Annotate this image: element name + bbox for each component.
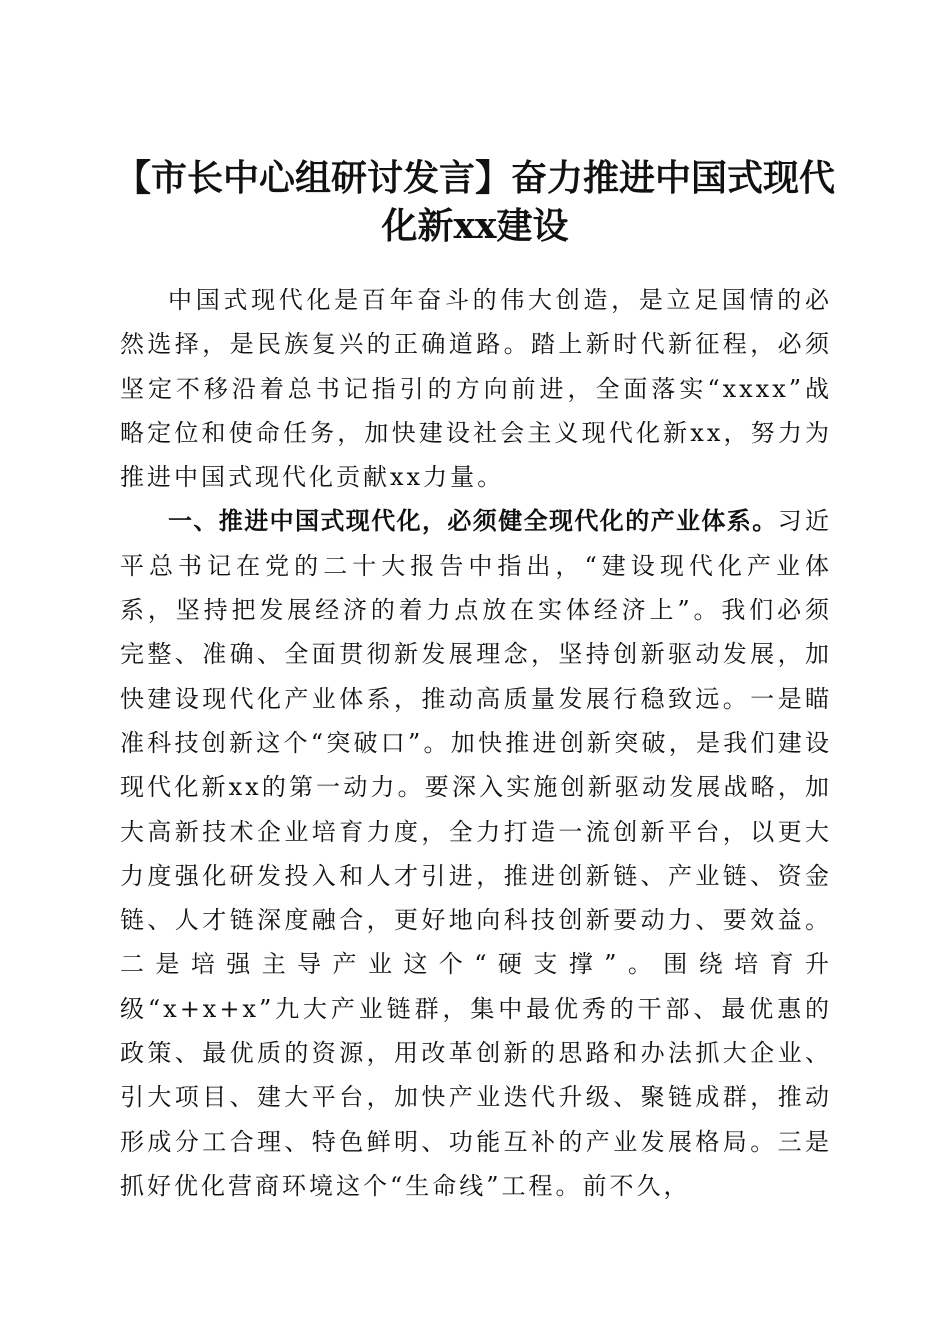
document-body <box>120 278 832 1208</box>
title-line-2: 化新xx建设 <box>381 205 569 248</box>
section-one-heading: 一、推进中国式现代化，必须健全现代化的产业体系。 <box>168 507 778 536</box>
section-one-text: 习近平总书记在党的二十大报告中指出，“建设现代化产业体系，坚持把发展经济的着力点放在实体经济上”。我们必须完整、准确、全面贯彻新发展理念，坚持创新驱动发展，加快建设现代化产业体系，推动高质量发展行稳致远。一是瞄准科技创新这个“突破口”。加快推进创新突破，是我们建设现代化新xx的第一动力。要深入实施创新驱动发展战略，加大高新技术企业培育力度，全力打造一流创新平台，以更大力度强化研发投入和人才引进，推进创新链、产业链、资金链、人才链深度融合，更好地向科技创新要动力、要效益。二是培强主导产业这个“硬支撑”。围绕培育升级“x+x+x”九大产业链群，集中最优秀的干部、最优惠的政策、最优质的资源，用改革创新的思路和办法抓大企业、引大项目、建大平台，加快产业迭代升级、聚链成群，推动形成分工合理、特色鲜明、功能互补的产业发展格局。三是抓好优化营商环境这个“生命线”工程。前不久， <box>120 507 833 1200</box>
intro-paragraph-text: 中国式现代化是百年奋斗的伟大创造，是立足国情的必然选择，是民族复兴的正确道路。踏上新时代新征程，必须坚定不移沿着总书记指引的方向前进，全面落实“xxxx”战略定位和使命任务，加快建设社会主义现代化新xx，努力为推进中国式现代化贡献xx力量。 <box>120 286 832 492</box>
title-line-1: 【市长中心组研讨发言】奋力推进中国式现代 <box>114 157 835 200</box>
section-one-paragraph <box>120 499 832 1208</box>
intro-paragraph <box>120 278 832 499</box>
document-title <box>100 154 850 250</box>
